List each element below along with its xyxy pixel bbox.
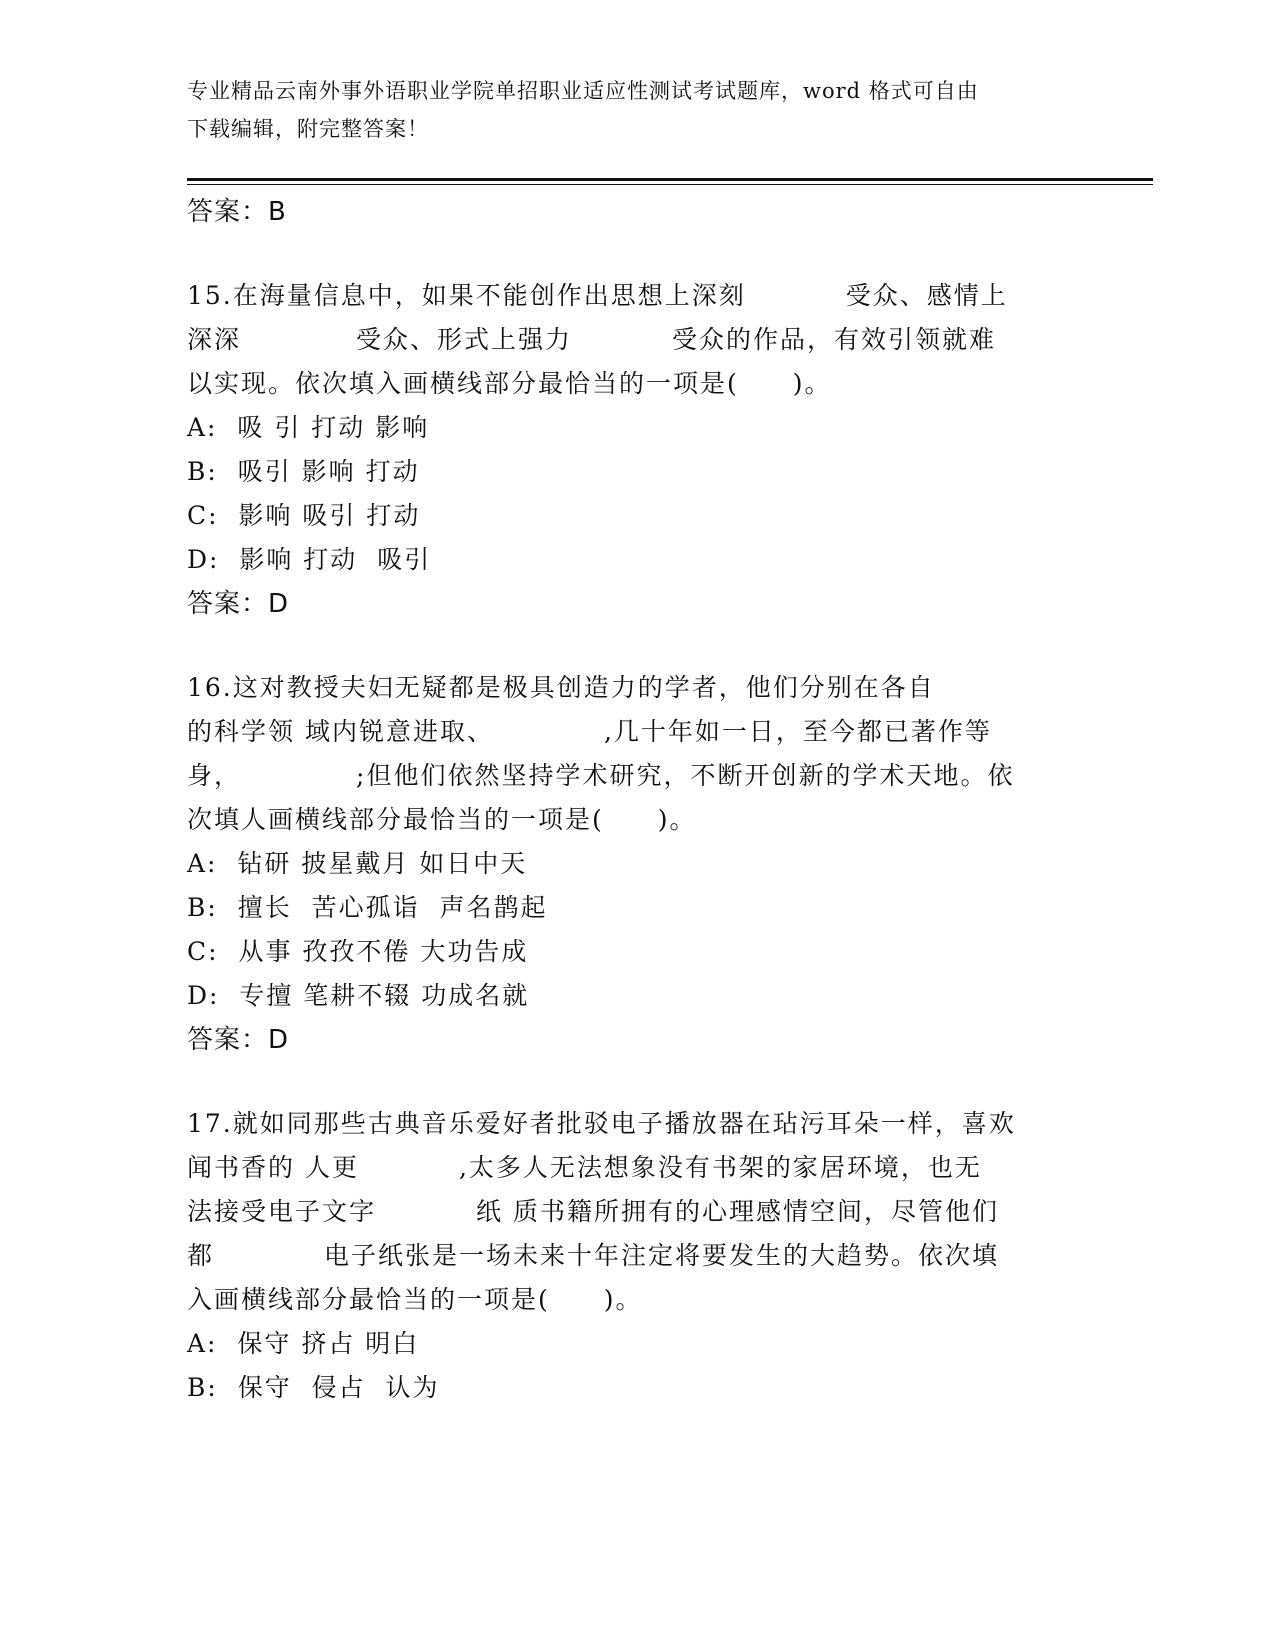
q16-line-1: 16.这对教授夫妇无疑都是极具创造力的学者，他们分别在各自 (187, 673, 935, 702)
q17-line-3-part-a: 法接受电子文字 (187, 1197, 377, 1226)
q16-line-2-part-a: 的科学领 域内锐意进取、 (187, 717, 494, 746)
q17-option-a: A: 保守 挤占 明白 (187, 1329, 420, 1358)
q17-line-4-part-b: 电子纸张是一场未来十年注定将要发生的大趋势。依次填 (324, 1241, 1000, 1270)
q15-line-2 (187, 320, 996, 356)
q15-option-b: B: 吸引 影响 打动 (187, 457, 420, 486)
q17-line-4 (187, 1236, 999, 1272)
q17-line-1: 17.就如同那些古典音乐爱好者批驳电子播放器在玷污耳朵一样，喜欢 (187, 1109, 1016, 1138)
header-line-2: 下载编辑，附完整答案！ (187, 117, 429, 141)
q16-option-a: A: 钻研 披星戴月 如日中天 (187, 849, 528, 878)
q17-line-4-part-a: 都 (187, 1241, 215, 1270)
q15-line-3: 以实现。依次填入画横线部分最恰当的一项是( )。 (187, 369, 832, 398)
q16-option-b: B: 擅长 苦心孤诣 声名鹊起 (187, 893, 548, 922)
q16-line-2-part-b: ,几十年如一日，至今都已著作等 (603, 717, 992, 746)
q15-line-2-part-a: 深深 (187, 325, 242, 354)
header-rule-thin (187, 184, 1153, 185)
q15-option-a: A: 吸 引 打动 影响 (187, 413, 430, 442)
q17-line-5: 入画横线部分最恰当的一项是( )。 (187, 1285, 643, 1314)
q15-line-2-part-c: 受众的作品，有效引领就难 (672, 325, 997, 354)
answer-q15: 答案：D (187, 589, 290, 619)
q15-line-1-part-b: 受众、感情上 (845, 281, 1008, 310)
q15-option-c: C: 影响 吸引 打动 (187, 501, 421, 530)
q16-line-3-part-a: 身， (187, 761, 242, 790)
header-line-1: 专业精品云南外事外语职业学院单招职业适应性测试考试题库，word 格式可自由 (187, 79, 979, 103)
q16-line-2 (187, 712, 992, 748)
answer-q16: 答案：D (187, 1025, 290, 1055)
q16-line-4: 次填人画横线部分最恰当的一项是( )。 (187, 805, 697, 834)
q16-option-d: D: 专擅 笔耕不辍 功成名就 (187, 981, 530, 1010)
q15-line-2-part-b: 受众、形式上强力 (356, 325, 573, 354)
q15-option-d: D: 影响 打动 吸引 (187, 545, 432, 574)
page-header (187, 72, 1087, 148)
q15-line-1 (187, 276, 1008, 312)
q16-line-3-part-b: ;但他们依然坚持学术研究，不断开创新的学术天地。依 (356, 761, 1015, 790)
answer-previous: 答案：B (187, 197, 287, 227)
q17-line-3 (187, 1192, 999, 1228)
q16-line-3 (187, 756, 1014, 792)
q16-option-c: C: 从事 孜孜不倦 大功告成 (187, 937, 529, 966)
q15-line-1-part-a: 15.在海量信息中，如果不能创作出思想上深刻 (187, 281, 746, 310)
q17-line-2-part-a: 闻书香的 人更 (187, 1153, 359, 1182)
q17-line-2 (187, 1148, 982, 1184)
q17-option-b: B: 保守 侵占 认为 (187, 1373, 440, 1402)
q17-line-2-part-b: ,太多人无法想象没有书架的家居环境，也无 (458, 1153, 982, 1182)
q17-line-3-part-b: 纸 质书籍所拥有的心理感情空间，尽管他们 (476, 1197, 999, 1226)
header-rule-thick (187, 178, 1153, 181)
